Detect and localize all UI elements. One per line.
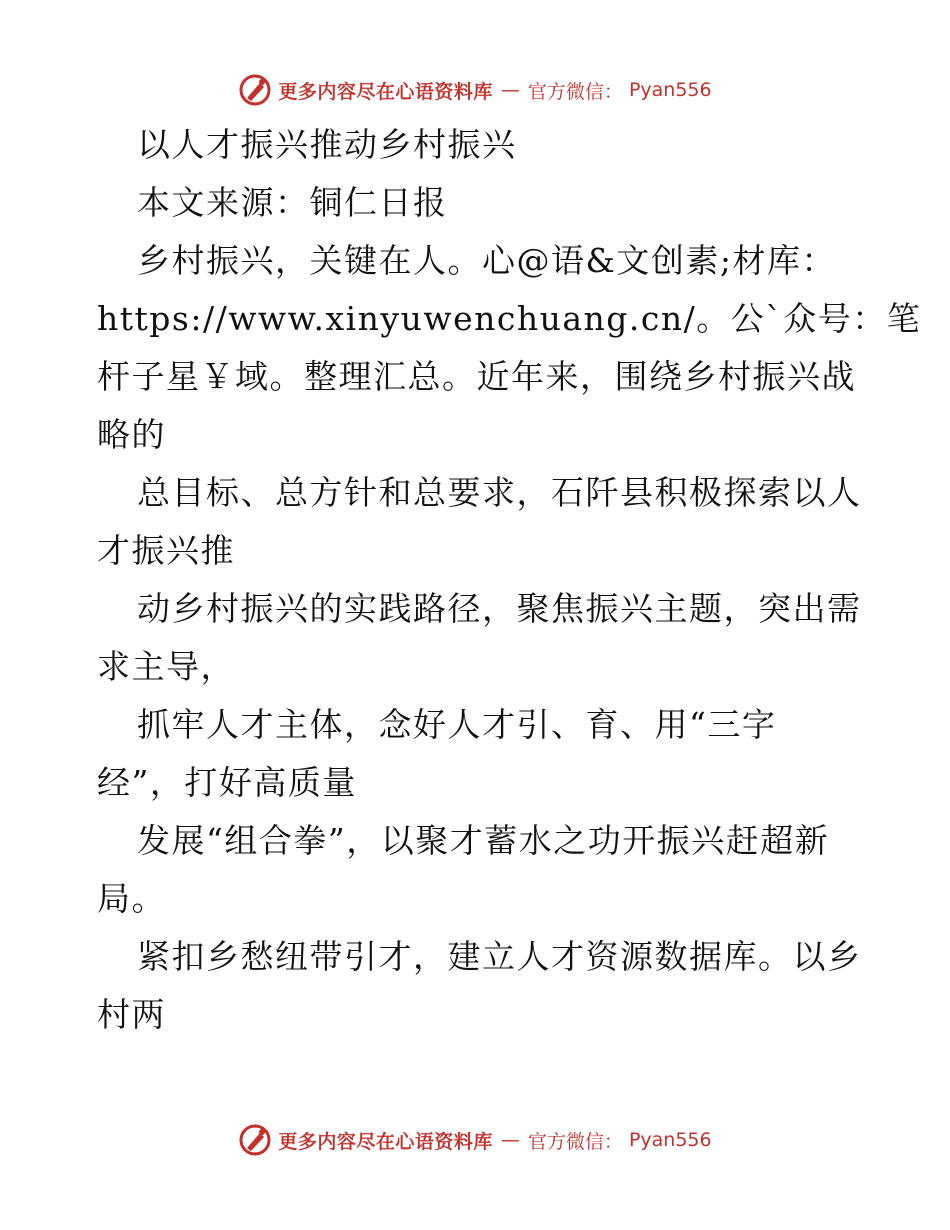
text-line: 总目标、总方针和总要求，石阡县积极探索以人 <box>137 473 862 512</box>
text-line: 动乡村振兴的实践路径，聚焦振兴主题，突出需 <box>137 589 862 628</box>
document-body <box>97 116 922 1044</box>
pen-logo-icon <box>238 1123 272 1157</box>
banner-wechat-label: 官方微信： <box>527 80 623 103</box>
text-line: 略的 <box>97 415 166 454</box>
text-line: 村两 <box>97 995 166 1034</box>
text-line: 以人才振兴推动乡村振兴 <box>137 125 517 164</box>
banner-text: 更多内容尽在心语资料库 <box>278 1130 493 1153</box>
text-line: 求主导， <box>97 647 235 686</box>
text-line: 紧扣乡愁纽带引才，建立人才资源数据库。以乡 <box>137 937 862 976</box>
text-line: https://www.xinyuwenchuang.cn/。公`众号：笔 <box>97 299 922 338</box>
text-line: 杆子星￥域。整理汇总。近年来，围绕乡村振兴战 <box>97 357 856 396</box>
header-banner <box>0 68 950 112</box>
text-line: 发展“组合拳”，以聚才蓄水之功开振兴赶超新 <box>137 821 830 860</box>
banner-dash: — <box>500 1129 520 1151</box>
text-line: 经”，打好高质量 <box>97 763 357 802</box>
banner-wechat-label: 官方微信： <box>527 1130 623 1153</box>
text-line: 抓牢人才主体，念好人才引、育、用“三字 <box>137 705 777 744</box>
text-line: 本文来源：铜仁日报 <box>137 183 448 222</box>
pen-logo-icon <box>238 73 272 107</box>
footer-banner <box>0 1118 950 1162</box>
banner-dash: — <box>500 79 520 101</box>
text-line: 局。 <box>97 879 166 918</box>
banner-handle: Pyan556 <box>628 79 712 101</box>
text-line: 才振兴推 <box>97 531 235 570</box>
banner-handle: Pyan556 <box>628 1129 712 1151</box>
banner-text: 更多内容尽在心语资料库 <box>278 80 493 103</box>
text-line: 乡村振兴，关键在人。心@语&文创素;材库： <box>137 241 836 280</box>
